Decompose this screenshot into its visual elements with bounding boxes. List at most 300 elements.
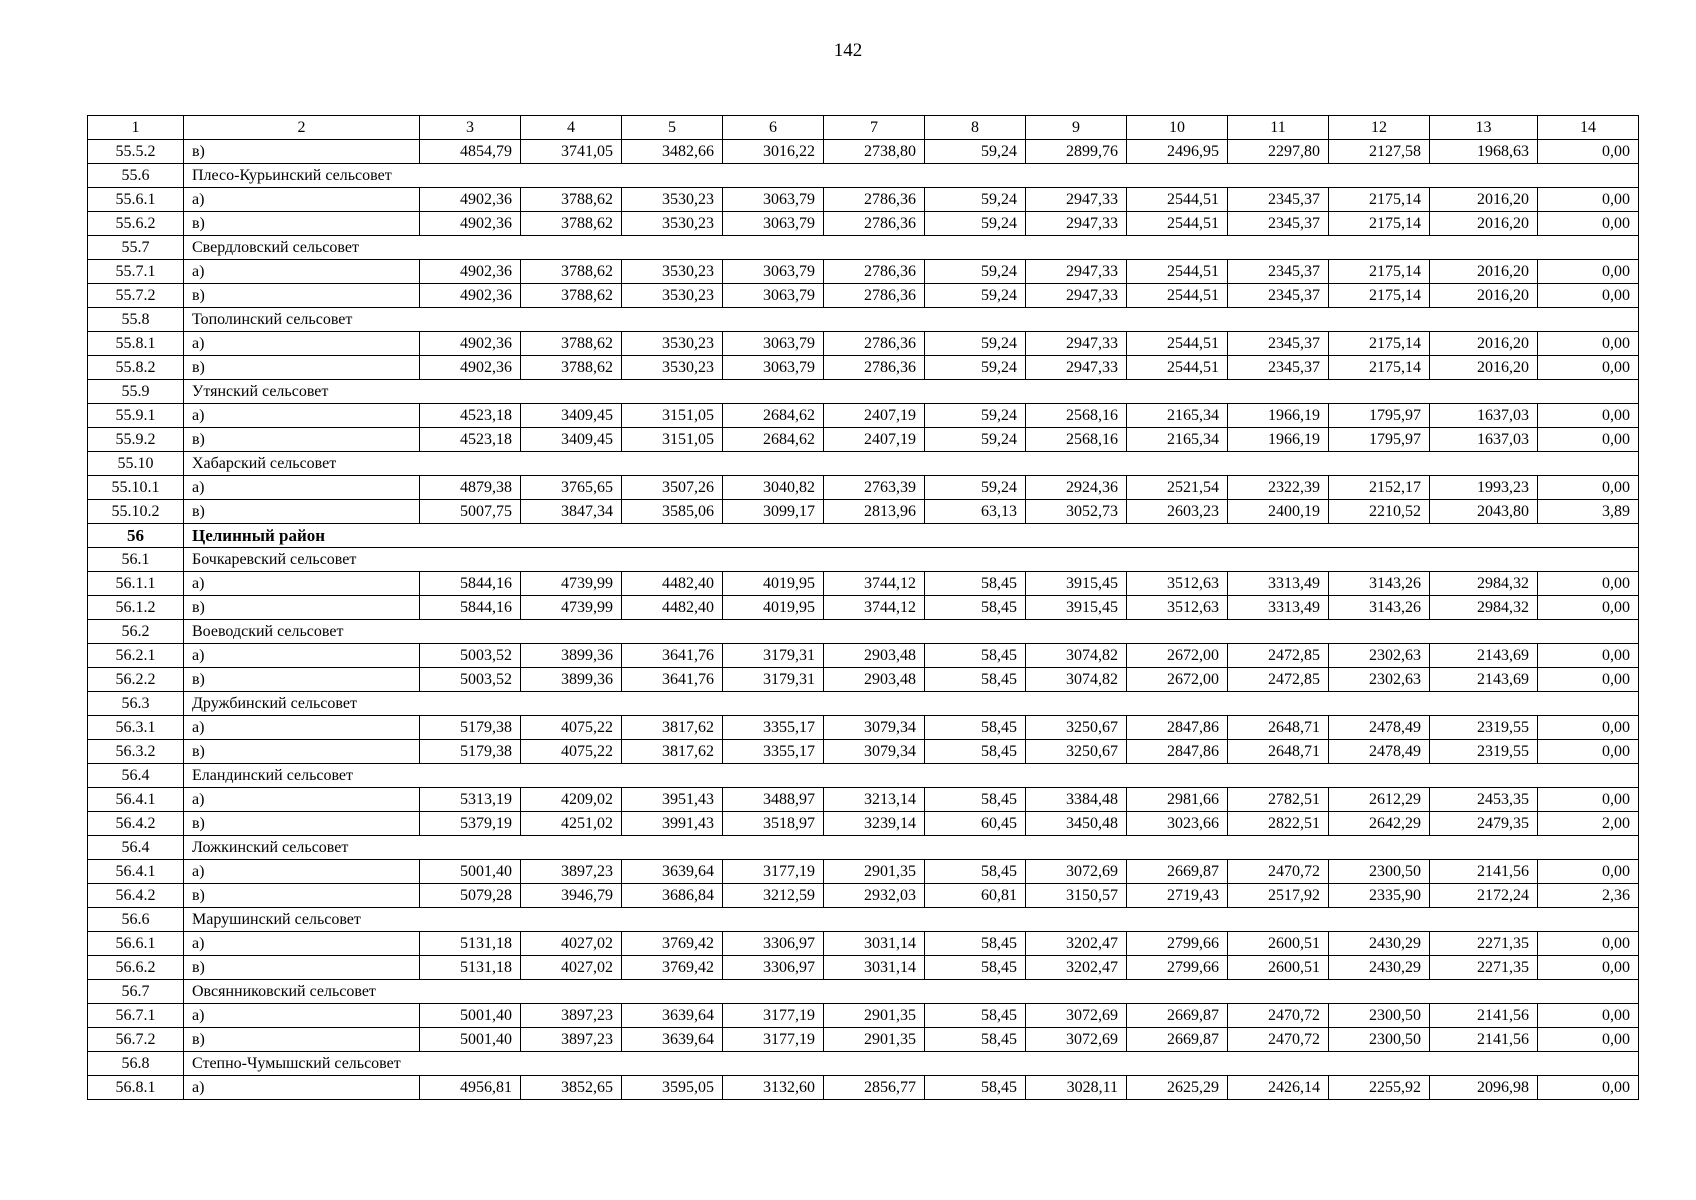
- row-label: а): [184, 476, 420, 500]
- value-cell: 2719,43: [1127, 884, 1228, 908]
- value-cell: 2822,51: [1228, 812, 1329, 836]
- value-cell: 3213,14: [824, 788, 925, 812]
- section-name: Дружбинский сельсовет: [184, 692, 1639, 716]
- value-cell: 3031,14: [824, 932, 925, 956]
- value-cell: 2430,29: [1329, 956, 1430, 980]
- value-cell: 3099,17: [723, 500, 824, 524]
- value-cell: 2786,36: [824, 356, 925, 380]
- column-header: 2: [184, 116, 420, 140]
- row-code: 56.6: [88, 908, 184, 932]
- value-cell: 0,00: [1538, 188, 1639, 212]
- value-cell: 3063,79: [723, 212, 824, 236]
- value-cell: 3074,82: [1026, 644, 1127, 668]
- section-name: Бочкаревский сельсовет: [184, 548, 1639, 572]
- column-header: 4: [521, 116, 622, 140]
- value-cell: 3052,73: [1026, 500, 1127, 524]
- value-cell: 3079,34: [824, 740, 925, 764]
- value-cell: 58,45: [925, 644, 1026, 668]
- row-code: 56.1.2: [88, 596, 184, 620]
- row-label: в): [184, 356, 420, 380]
- row-code: 56.8.1: [88, 1076, 184, 1100]
- value-cell: 2932,03: [824, 884, 925, 908]
- section-name: Еландинский сельсовет: [184, 764, 1639, 788]
- row-label: а): [184, 1076, 420, 1100]
- value-cell: 2141,56: [1430, 1004, 1538, 1028]
- value-cell: 2,36: [1538, 884, 1639, 908]
- row-label: в): [184, 956, 420, 980]
- value-cell: 3355,17: [723, 740, 824, 764]
- value-cell: 2479,35: [1430, 812, 1538, 836]
- value-cell: 2786,36: [824, 332, 925, 356]
- value-cell: 0,00: [1538, 788, 1639, 812]
- row-label: а): [184, 404, 420, 428]
- value-cell: 2172,24: [1430, 884, 1538, 908]
- value-cell: 3741,05: [521, 140, 622, 164]
- value-cell: 2782,51: [1228, 788, 1329, 812]
- value-cell: 2901,35: [824, 1004, 925, 1028]
- value-cell: 59,24: [925, 284, 1026, 308]
- value-cell: 2472,85: [1228, 668, 1329, 692]
- value-cell: 58,45: [925, 572, 1026, 596]
- row-code: 55.8.1: [88, 332, 184, 356]
- row-code: 55.5.2: [88, 140, 184, 164]
- value-cell: 2947,33: [1026, 188, 1127, 212]
- value-cell: 3409,45: [521, 404, 622, 428]
- value-cell: 0,00: [1538, 668, 1639, 692]
- value-cell: 58,45: [925, 668, 1026, 692]
- row-code: 56.1: [88, 548, 184, 572]
- value-cell: 3023,66: [1127, 812, 1228, 836]
- section-row: [88, 1052, 1639, 1076]
- value-cell: 3817,62: [622, 740, 723, 764]
- value-cell: 2470,72: [1228, 860, 1329, 884]
- value-cell: 3915,45: [1026, 596, 1127, 620]
- value-cell: 59,24: [925, 212, 1026, 236]
- value-cell: 4902,36: [420, 332, 521, 356]
- table-row: [88, 404, 1639, 428]
- row-label: а): [184, 716, 420, 740]
- value-cell: 2407,19: [824, 428, 925, 452]
- value-cell: 2612,29: [1329, 788, 1430, 812]
- table-row: [88, 1076, 1639, 1100]
- table-row: [88, 428, 1639, 452]
- value-cell: 3177,19: [723, 1004, 824, 1028]
- value-cell: 3150,57: [1026, 884, 1127, 908]
- value-cell: 4902,36: [420, 356, 521, 380]
- value-cell: 5131,18: [420, 956, 521, 980]
- value-cell: 2300,50: [1329, 1004, 1430, 1028]
- value-cell: 2603,23: [1127, 500, 1228, 524]
- value-cell: 4739,99: [521, 596, 622, 620]
- value-cell: 5379,19: [420, 812, 521, 836]
- value-cell: 2152,17: [1329, 476, 1430, 500]
- value-cell: 5003,52: [420, 668, 521, 692]
- table-row: [88, 284, 1639, 308]
- row-label: в): [184, 284, 420, 308]
- value-cell: 5001,40: [420, 860, 521, 884]
- value-cell: 2947,33: [1026, 260, 1127, 284]
- value-cell: 3788,62: [521, 260, 622, 284]
- value-cell: 2856,77: [824, 1076, 925, 1100]
- value-cell: 2141,56: [1430, 860, 1538, 884]
- row-label: в): [184, 1028, 420, 1052]
- column-header: 10: [1127, 116, 1228, 140]
- value-cell: 0,00: [1538, 260, 1639, 284]
- row-label: в): [184, 812, 420, 836]
- value-cell: 59,24: [925, 332, 1026, 356]
- row-label: а): [184, 788, 420, 812]
- column-header: 12: [1329, 116, 1430, 140]
- value-cell: 59,24: [925, 476, 1026, 500]
- value-cell: 2669,87: [1127, 1004, 1228, 1028]
- section-row: [88, 548, 1639, 572]
- value-cell: 2544,51: [1127, 212, 1228, 236]
- value-cell: 3899,36: [521, 644, 622, 668]
- row-code: 56.7.1: [88, 1004, 184, 1028]
- value-cell: 2302,63: [1329, 644, 1430, 668]
- value-cell: 2141,56: [1430, 1028, 1538, 1052]
- table-row: [88, 740, 1639, 764]
- table-row: [88, 932, 1639, 956]
- section-name: Хабарский сельсовет: [184, 452, 1639, 476]
- column-header: 6: [723, 116, 824, 140]
- value-cell: 63,13: [925, 500, 1026, 524]
- value-cell: 4251,02: [521, 812, 622, 836]
- value-cell: 2648,71: [1228, 716, 1329, 740]
- value-cell: 2847,86: [1127, 716, 1228, 740]
- value-cell: 3031,14: [824, 956, 925, 980]
- value-cell: 2984,32: [1430, 572, 1538, 596]
- table-row: [88, 140, 1639, 164]
- value-cell: 4019,95: [723, 596, 824, 620]
- value-cell: 0,00: [1538, 572, 1639, 596]
- value-cell: 60,45: [925, 812, 1026, 836]
- section-row: [88, 836, 1639, 860]
- section-name: Степно-Чумышский сельсовет: [184, 1052, 1639, 1076]
- value-cell: 3530,23: [622, 188, 723, 212]
- row-label: в): [184, 428, 420, 452]
- row-code: 56.7: [88, 980, 184, 1004]
- value-cell: 0,00: [1538, 284, 1639, 308]
- value-cell: 3769,42: [622, 932, 723, 956]
- value-cell: 3040,82: [723, 476, 824, 500]
- section-row: [88, 380, 1639, 404]
- value-cell: 2786,36: [824, 188, 925, 212]
- value-cell: 2981,66: [1127, 788, 1228, 812]
- value-cell: 0,00: [1538, 860, 1639, 884]
- value-cell: 4902,36: [420, 212, 521, 236]
- value-cell: 2426,14: [1228, 1076, 1329, 1100]
- row-label: а): [184, 572, 420, 596]
- table-row: [88, 884, 1639, 908]
- value-cell: 0,00: [1538, 956, 1639, 980]
- row-code: 55.9.1: [88, 404, 184, 428]
- row-label: в): [184, 884, 420, 908]
- value-cell: 2478,49: [1329, 716, 1430, 740]
- value-cell: 4027,02: [521, 956, 622, 980]
- column-header: 7: [824, 116, 925, 140]
- value-cell: 3177,19: [723, 860, 824, 884]
- value-cell: 3143,26: [1329, 596, 1430, 620]
- row-code: 56.4: [88, 836, 184, 860]
- value-cell: 2175,14: [1329, 356, 1430, 380]
- table-row: [88, 860, 1639, 884]
- table-row: [88, 188, 1639, 212]
- value-cell: 2899,76: [1026, 140, 1127, 164]
- section-name: Ложкинский сельсовет: [184, 836, 1639, 860]
- value-cell: 2901,35: [824, 1028, 925, 1052]
- section-row: [88, 164, 1639, 188]
- value-cell: 1968,63: [1430, 140, 1538, 164]
- value-cell: 3530,23: [622, 212, 723, 236]
- value-cell: 4854,79: [420, 140, 521, 164]
- value-cell: 3641,76: [622, 644, 723, 668]
- value-cell: 3179,31: [723, 644, 824, 668]
- row-code: 55.8.2: [88, 356, 184, 380]
- value-cell: 3132,60: [723, 1076, 824, 1100]
- value-cell: 3,89: [1538, 500, 1639, 524]
- row-label: в): [184, 212, 420, 236]
- value-cell: 2271,35: [1430, 956, 1538, 980]
- section-name: Овсянниковский сельсовет: [184, 980, 1639, 1004]
- value-cell: 1795,97: [1329, 428, 1430, 452]
- value-cell: 3991,43: [622, 812, 723, 836]
- value-cell: 58,45: [925, 788, 1026, 812]
- value-cell: 2175,14: [1329, 284, 1430, 308]
- tariff-table: [87, 115, 1639, 1100]
- value-cell: 5079,28: [420, 884, 521, 908]
- value-cell: 3239,14: [824, 812, 925, 836]
- section-row: [88, 908, 1639, 932]
- value-cell: 2847,86: [1127, 740, 1228, 764]
- value-cell: 2453,35: [1430, 788, 1538, 812]
- value-cell: 3530,23: [622, 356, 723, 380]
- section-row: [88, 692, 1639, 716]
- value-cell: 2345,37: [1228, 188, 1329, 212]
- value-cell: 0,00: [1538, 212, 1639, 236]
- value-cell: 2763,39: [824, 476, 925, 500]
- value-cell: 2255,92: [1329, 1076, 1430, 1100]
- table-body: [88, 116, 1639, 1100]
- row-code: 56.2: [88, 620, 184, 644]
- value-cell: 3744,12: [824, 596, 925, 620]
- value-cell: 4075,22: [521, 716, 622, 740]
- value-cell: 2016,20: [1430, 332, 1538, 356]
- value-cell: 3250,67: [1026, 716, 1127, 740]
- value-cell: 2648,71: [1228, 740, 1329, 764]
- row-label: а): [184, 644, 420, 668]
- value-cell: 2684,62: [723, 404, 824, 428]
- value-cell: 2016,20: [1430, 212, 1538, 236]
- value-cell: 3641,76: [622, 668, 723, 692]
- value-cell: 4482,40: [622, 596, 723, 620]
- value-cell: 5313,19: [420, 788, 521, 812]
- value-cell: 4956,81: [420, 1076, 521, 1100]
- column-header: 1: [88, 116, 184, 140]
- value-cell: 0,00: [1538, 716, 1639, 740]
- row-code: 56.4: [88, 764, 184, 788]
- value-cell: 2175,14: [1329, 188, 1430, 212]
- value-cell: 3639,64: [622, 860, 723, 884]
- value-cell: 5844,16: [420, 572, 521, 596]
- row-code: 55.9.2: [88, 428, 184, 452]
- value-cell: 3744,12: [824, 572, 925, 596]
- value-cell: 2600,51: [1228, 932, 1329, 956]
- value-cell: 2345,37: [1228, 332, 1329, 356]
- value-cell: 3507,26: [622, 476, 723, 500]
- value-cell: 3063,79: [723, 356, 824, 380]
- value-cell: 3512,63: [1127, 572, 1228, 596]
- value-cell: 2521,54: [1127, 476, 1228, 500]
- table-row: [88, 476, 1639, 500]
- value-cell: 2430,29: [1329, 932, 1430, 956]
- value-cell: 3482,66: [622, 140, 723, 164]
- value-cell: 2470,72: [1228, 1004, 1329, 1028]
- value-cell: 3512,63: [1127, 596, 1228, 620]
- row-code: 56.7.2: [88, 1028, 184, 1052]
- value-cell: 3530,23: [622, 332, 723, 356]
- value-cell: 58,45: [925, 956, 1026, 980]
- value-cell: 1966,19: [1228, 404, 1329, 428]
- value-cell: 2175,14: [1329, 212, 1430, 236]
- row-code: 55.10.2: [88, 500, 184, 524]
- table-row: [88, 644, 1639, 668]
- value-cell: 3852,65: [521, 1076, 622, 1100]
- value-cell: 2568,16: [1026, 428, 1127, 452]
- value-cell: 5844,16: [420, 596, 521, 620]
- column-header: 5: [622, 116, 723, 140]
- value-cell: 2470,72: [1228, 1028, 1329, 1052]
- value-cell: 0,00: [1538, 404, 1639, 428]
- value-cell: 3765,65: [521, 476, 622, 500]
- row-code: 55.10.1: [88, 476, 184, 500]
- value-cell: 2642,29: [1329, 812, 1430, 836]
- value-cell: 0,00: [1538, 740, 1639, 764]
- value-cell: 3639,64: [622, 1028, 723, 1052]
- value-cell: 59,24: [925, 260, 1026, 284]
- section-row: [88, 764, 1639, 788]
- table-row: [88, 812, 1639, 836]
- row-code: 56.6.1: [88, 932, 184, 956]
- value-cell: 58,45: [925, 1004, 1026, 1028]
- value-cell: 0,00: [1538, 932, 1639, 956]
- value-cell: 58,45: [925, 740, 1026, 764]
- table-row: [88, 668, 1639, 692]
- value-cell: 2947,33: [1026, 356, 1127, 380]
- value-cell: 2600,51: [1228, 956, 1329, 980]
- value-cell: 0,00: [1538, 476, 1639, 500]
- table-row: [88, 212, 1639, 236]
- value-cell: 2478,49: [1329, 740, 1430, 764]
- value-cell: 2016,20: [1430, 356, 1538, 380]
- value-cell: 2901,35: [824, 860, 925, 884]
- column-header: 3: [420, 116, 521, 140]
- row-code: 56.8: [88, 1052, 184, 1076]
- value-cell: 3072,69: [1026, 1028, 1127, 1052]
- row-code: 56.2.1: [88, 644, 184, 668]
- table-row: [88, 716, 1639, 740]
- row-code: 56.4.2: [88, 884, 184, 908]
- value-cell: 2786,36: [824, 284, 925, 308]
- value-cell: 3788,62: [521, 188, 622, 212]
- value-cell: 2947,33: [1026, 332, 1127, 356]
- value-cell: 2786,36: [824, 212, 925, 236]
- value-cell: 3063,79: [723, 188, 824, 212]
- value-cell: 3530,23: [622, 284, 723, 308]
- value-cell: 2300,50: [1329, 860, 1430, 884]
- value-cell: 3488,97: [723, 788, 824, 812]
- value-cell: 3915,45: [1026, 572, 1127, 596]
- row-code: 56: [88, 524, 184, 548]
- value-cell: 3518,97: [723, 812, 824, 836]
- value-cell: 0,00: [1538, 596, 1639, 620]
- value-cell: 3028,11: [1026, 1076, 1127, 1100]
- value-cell: 3897,23: [521, 1028, 622, 1052]
- table-row: [88, 956, 1639, 980]
- row-code: 55.7: [88, 236, 184, 260]
- value-cell: 2544,51: [1127, 188, 1228, 212]
- value-cell: 2400,19: [1228, 500, 1329, 524]
- value-cell: 4075,22: [521, 740, 622, 764]
- value-cell: 5001,40: [420, 1004, 521, 1028]
- row-label: а): [184, 188, 420, 212]
- value-cell: 2813,96: [824, 500, 925, 524]
- section-name: Воеводский сельсовет: [184, 620, 1639, 644]
- value-cell: 2496,95: [1127, 140, 1228, 164]
- table-row: [88, 356, 1639, 380]
- row-label: в): [184, 500, 420, 524]
- value-cell: 2127,58: [1329, 140, 1430, 164]
- value-cell: 2345,37: [1228, 356, 1329, 380]
- value-cell: 58,45: [925, 596, 1026, 620]
- column-header: 9: [1026, 116, 1127, 140]
- value-cell: 3143,26: [1329, 572, 1430, 596]
- row-code: 56.3.1: [88, 716, 184, 740]
- value-cell: 4902,36: [420, 188, 521, 212]
- row-code: 55.6: [88, 164, 184, 188]
- value-cell: 3063,79: [723, 332, 824, 356]
- value-cell: 2903,48: [824, 644, 925, 668]
- value-cell: 3072,69: [1026, 860, 1127, 884]
- value-cell: 3063,79: [723, 260, 824, 284]
- row-code: 55.6.2: [88, 212, 184, 236]
- table-row: [88, 788, 1639, 812]
- value-cell: 0,00: [1538, 1076, 1639, 1100]
- value-cell: 0,00: [1538, 356, 1639, 380]
- value-cell: 2165,34: [1127, 428, 1228, 452]
- value-cell: 3788,62: [521, 356, 622, 380]
- value-cell: 3595,05: [622, 1076, 723, 1100]
- table-row: [88, 260, 1639, 284]
- value-cell: 3151,05: [622, 428, 723, 452]
- row-code: 56.3.2: [88, 740, 184, 764]
- value-cell: 3897,23: [521, 860, 622, 884]
- section-row: [88, 620, 1639, 644]
- value-cell: 3384,48: [1026, 788, 1127, 812]
- value-cell: 4879,38: [420, 476, 521, 500]
- row-label: а): [184, 260, 420, 284]
- value-cell: 5007,75: [420, 500, 521, 524]
- value-cell: 59,24: [925, 356, 1026, 380]
- value-cell: 2345,37: [1228, 284, 1329, 308]
- value-cell: 2322,39: [1228, 476, 1329, 500]
- value-cell: 5131,18: [420, 932, 521, 956]
- table-row: [88, 1028, 1639, 1052]
- value-cell: 3788,62: [521, 212, 622, 236]
- value-cell: 3202,47: [1026, 932, 1127, 956]
- value-cell: 3897,23: [521, 1004, 622, 1028]
- value-cell: 3788,62: [521, 332, 622, 356]
